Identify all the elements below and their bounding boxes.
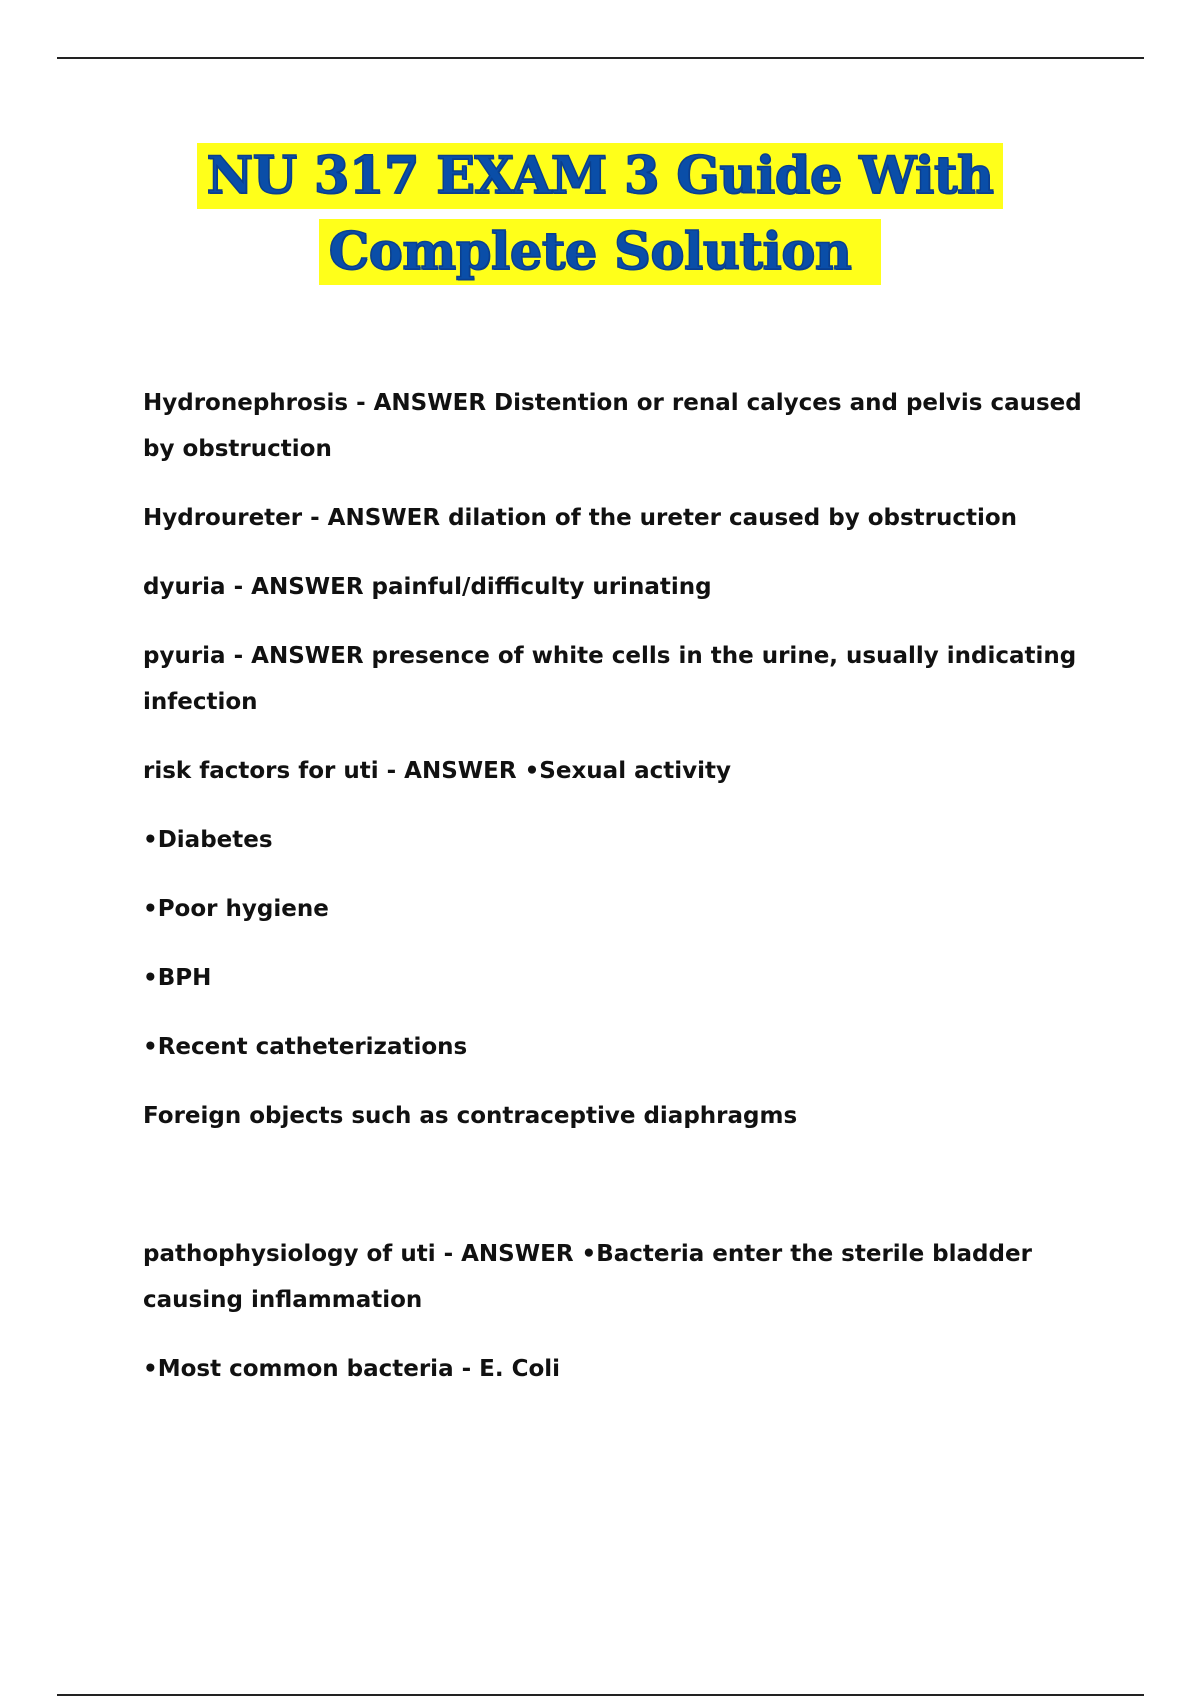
entry-pyuria: pyuria - ANSWER presence of white cells in the urine, usually indicating infection xyxy=(143,643,1077,715)
bullet-common-bacteria: •Most common bacteria - E. Coli xyxy=(143,1356,561,1382)
document-body xyxy=(143,380,1103,1415)
bullet-recent-catheterizations: •Recent catheterizations xyxy=(143,1034,468,1060)
document-title xyxy=(0,143,1200,285)
top-divider xyxy=(57,57,1144,59)
title-line-2: Complete Solution xyxy=(319,219,882,285)
bullet-poor-hygiene: •Poor hygiene xyxy=(143,896,329,922)
bullet-diabetes: •Diabetes xyxy=(143,827,273,853)
title-line-1: NU 317 EXAM 3 Guide With xyxy=(197,143,1004,209)
bullet-bph: •BPH xyxy=(143,965,212,991)
bottom-divider xyxy=(57,1694,1144,1696)
entry-pathophysiology-uti: pathophysiology of uti - ANSWER •Bacteria enter the sterile bladder causing inflammation xyxy=(143,1241,1032,1313)
entry-hydroureter: Hydroureter - ANSWER dilation of the ureter caused by obstruction xyxy=(143,505,1018,531)
entry-risk-factors-uti: risk factors for uti - ANSWER •Sexual activity xyxy=(143,758,731,784)
entry-foreign-objects: Foreign objects such as contraceptive diaphragms xyxy=(143,1103,798,1129)
entry-hydronephrosis: Hydronephrosis - ANSWER Distention or renal calyces and pelvis caused by obstruction xyxy=(143,390,1082,462)
entry-dyuria: dyuria - ANSWER painful/difficulty urinating xyxy=(143,574,712,600)
